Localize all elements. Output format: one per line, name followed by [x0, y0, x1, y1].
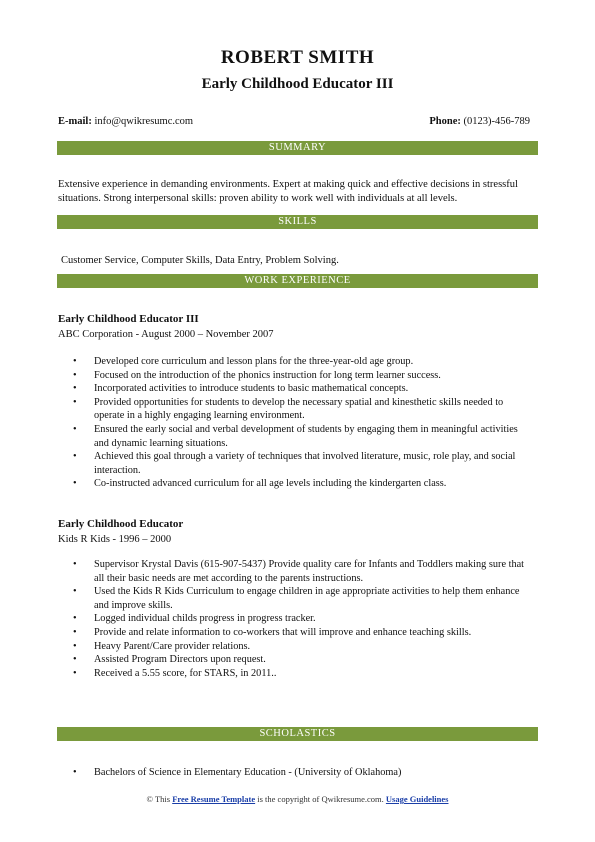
list-item: • Assisted Program Directors upon request. [70, 653, 532, 667]
job-company-dates: Kids R Kids - 1996 – 2000 [58, 534, 172, 545]
list-item: • Heavy Parent/Care provider relations. [70, 640, 532, 654]
list-item: • Logged individual childs progress in progress tracker. [70, 612, 532, 626]
footer-prefix: © This [146, 794, 173, 804]
list-item: • Co-instructed advanced curriculum for all age levels including the kindergarten class. [70, 477, 532, 491]
job-company-dates: ABC Corporation - August 2000 – November 2007 [58, 329, 274, 340]
job-title: Early Childhood Educator [58, 518, 184, 530]
skills-heading: SKILLS [57, 215, 538, 229]
list-item: • Ensured the early social and verbal development of students by engaging them in meaningful activities and dynamic learning situations. [70, 423, 532, 450]
list-item: • Achieved this goal through a variety of techniques that involved literature, music, role play, and social interaction. [70, 450, 532, 477]
list-item: • Focused on the introduction of the phonics instruction for long term learner success. [70, 369, 532, 383]
free-resume-template-link[interactable]: Free Resume Template [172, 794, 256, 804]
scholastics-list [70, 766, 532, 780]
copyright-footer [0, 794, 595, 804]
email-value[interactable]: info@qwikresumc.com [94, 116, 194, 127]
list-item: • Developed core curriculum and lesson plans for the three-year-old age group. [70, 355, 532, 369]
footer-middle: is the copyright of Qwikresume.com. [255, 794, 386, 804]
job-title: Early Childhood Educator III [58, 313, 199, 325]
contact-line [58, 116, 530, 127]
summary-text: Extensive experience in demanding environments. Expert at making quick and effective decisions in stressful situations. Strong interpersonal skills: proven ability to work well with individuals at all levels. [58, 179, 518, 204]
email-info [58, 116, 193, 127]
phone-value: (0123)-456-789 [463, 116, 530, 127]
candidate-title: Early Childhood Educator III [201, 76, 394, 92]
job-responsibilities-list [70, 355, 532, 491]
scholastics-heading: SCHOLASTICS [57, 727, 538, 741]
list-item: • Supervisor Krystal Davis (615-907-5437) Provide quality care for Infants and Toddlers making sure that all their basic needs are met according to the parents instructions. [70, 558, 532, 585]
phone-info [429, 116, 530, 127]
list-item: • Received a 5.55 score, for STARS, in 2011.. [70, 667, 532, 681]
list-item: • Incorporated activities to introduce students to basic mathematical concepts. [70, 382, 532, 396]
list-item: • Provide and relate information to co-workers that will improve and enhance teaching skills. [70, 626, 532, 640]
phone-label: Phone: [429, 116, 461, 127]
job-responsibilities-list [70, 558, 532, 680]
summary-heading: SUMMARY [57, 141, 538, 155]
list-item: • Bachelors of Science in Elementary Education - (University of Oklahoma) [70, 766, 532, 780]
usage-guidelines-link[interactable]: Usage Guidelines [385, 794, 449, 804]
list-item: • Provided opportunities for students to develop the necessary spatial and kinesthetic skills needed to operate in a highly engaging learning environment. [70, 396, 532, 423]
candidate-name: ROBERT SMITH [220, 47, 375, 68]
list-item: • Used the Kids R Kids Curriculum to engage children in age appropriate activities to help them enhance and improve skills. [70, 585, 532, 612]
email-label: E-mail: [58, 116, 92, 127]
skills-text: Customer Service, Computer Skills, Data Entry, Problem Solving. [61, 255, 339, 266]
work-experience-heading: WORK EXPERIENCE [57, 274, 538, 288]
